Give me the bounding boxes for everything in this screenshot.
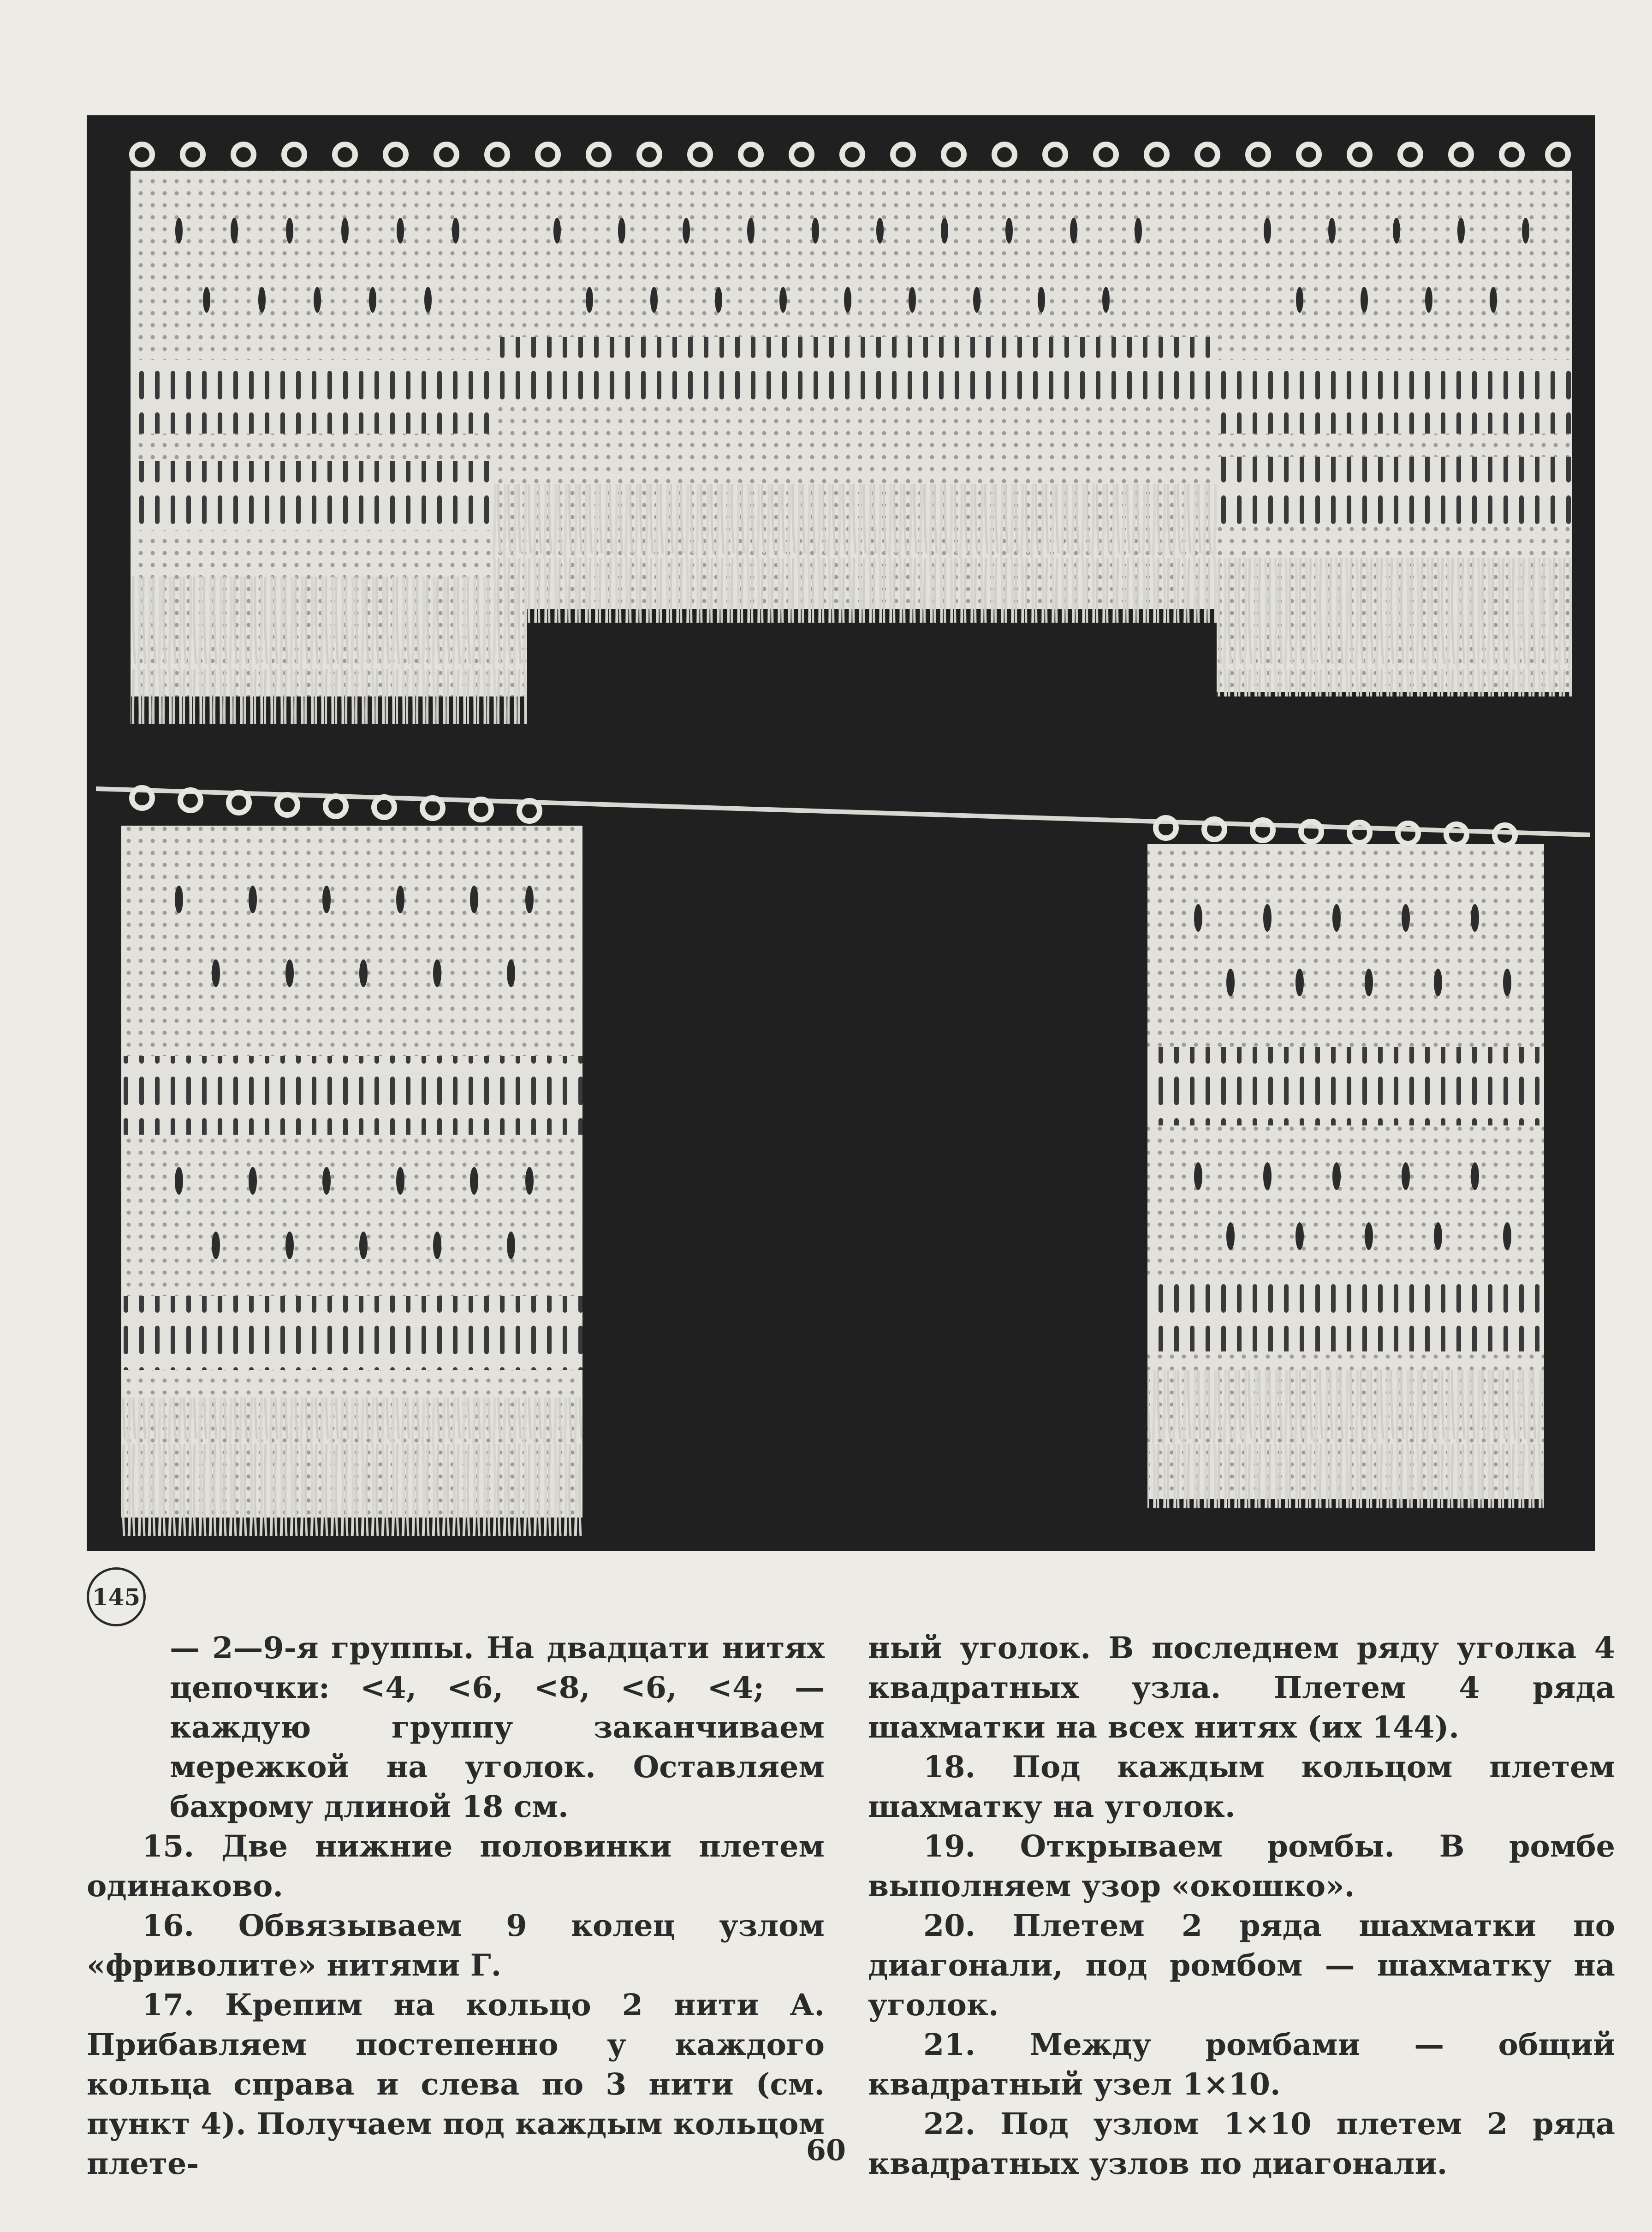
paragraph: 15. Две нижние половинки плетем одинаково. xyxy=(87,1829,825,1904)
page-number: 60 xyxy=(806,2133,846,2167)
bottom-right-curtain xyxy=(1147,844,1544,1508)
paragraph: ный уголок. В последнем ряду уголка 4 квадратных узла. Плетем 4 ряда шахматки на всех нитях (их 144). xyxy=(868,1631,1615,1745)
paragraph: 21. Между ромбами — общий квадратный узел 1×10. xyxy=(868,2027,1615,2102)
bottom-left-rings xyxy=(132,788,540,821)
top-middle-panel xyxy=(493,171,1217,623)
paragraph: 20. Плетем 2 ряда шахматки по диагонали, под ромбом — шахматку на уголок. xyxy=(868,1908,1615,2023)
text-column-right xyxy=(868,1628,1615,2184)
macrame-curtains-photo xyxy=(87,115,1595,1551)
curtains-illustration xyxy=(87,115,1595,1551)
figure-number-badge xyxy=(87,1567,146,1626)
figure-number: 145 xyxy=(92,1583,141,1611)
paragraph: 16. Обвязываем 9 колец узлом «фриволите» нитями Г. xyxy=(87,1908,825,1983)
bottom-left-curtain xyxy=(121,826,582,1536)
paragraph: 22. Под узлом 1×10 плетем 2 ряда квадратных узлов по диагонали. xyxy=(868,2107,1615,2181)
paragraph: 17. Крепим на кольцо 2 нити А. Прибавляем постепенно у каждого кольца справа и слева по 3 нити (см. пункт 4). Получаем под каждым кольцом плете- xyxy=(87,1988,825,2181)
text-column-left xyxy=(87,1628,825,2184)
paragraph: 18. Под каждым кольцом плетем шахматку на уголок. xyxy=(868,1750,1615,1824)
top-left-panel xyxy=(131,171,527,724)
paragraph: — 2—9-я группы. На двадцати нитях цепочки: <4, <6, <8, <6, <4; — каждую группу заканчиваем мережкой на уголок. Оставляем бахрому длиной 18 см. xyxy=(170,1631,825,1824)
paragraph: 19. Открываем ромбы. В ромбе выполняем узор «окошко». xyxy=(868,1829,1615,1904)
top-rings xyxy=(132,144,1568,165)
top-right-panel xyxy=(1217,171,1572,696)
